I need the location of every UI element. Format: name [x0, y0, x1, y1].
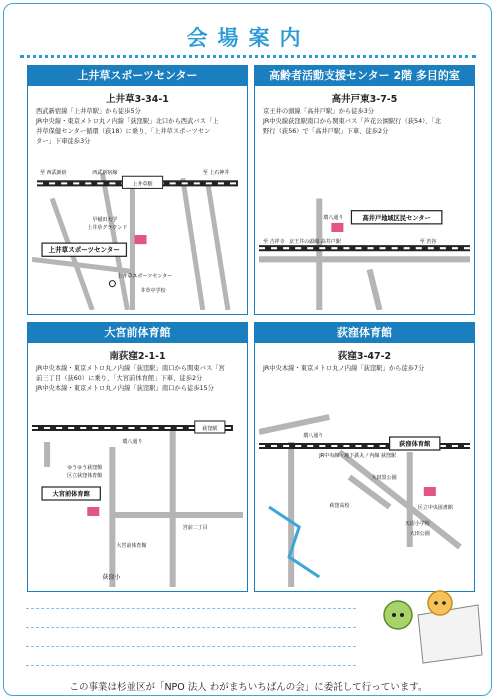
map-venue-label: 荻窪体育館: [399, 441, 431, 448]
map-landmark: 井草中学校: [140, 287, 166, 294]
footer-note: この事業は杉並区が「NPO 法人 わがまちいちばんの会」に委託して行っています。: [69, 682, 428, 693]
venue-card-omiyamae: [27, 322, 248, 592]
directions-line: 野行（荻56）で「高井戸駅」下車、徒歩2分: [263, 128, 389, 135]
map-landmark: 大田公園: [409, 531, 430, 537]
venue-address: 上井草3-34-1: [106, 94, 169, 105]
directions-line: JR中央線荻窪駅南口から関東バス「芦花公園駅行（荻54）、「北: [263, 118, 441, 125]
map-direction-label: 至 西武新宿: [40, 170, 67, 177]
venue-card-kamiigusa: [27, 65, 248, 315]
map-landmark: 宮前二丁目: [182, 525, 208, 531]
map-landmark: 区立荻窪体育館: [67, 473, 103, 479]
map-landmark: 荻窪小: [102, 574, 121, 581]
venue-name: 大宮前体育館: [28, 323, 247, 343]
map-rail-label: 京王井の頭線 高井戸駅: [289, 239, 341, 246]
directions-line: JR中央線・東京メトロ丸ノ内線「荻窪駅」北口から西武バス「上: [36, 118, 219, 125]
memo-lines: [26, 608, 356, 684]
map-venue-label: 上井草スポーツセンター: [48, 246, 120, 255]
directions-line: 井草保健センター循環（荻18）に乗り、「上井草スポーツセン: [36, 128, 211, 135]
venue-address: 荻窪3-47-2: [337, 351, 392, 362]
map-landmark: ゆうゆう荻窪館: [67, 465, 103, 471]
venue-name: 高齢者活動支援センター 2階 多目的室: [255, 66, 474, 86]
map-landmark: 上井草グラウンド: [87, 224, 128, 231]
page-title: 会場案内: [186, 26, 311, 50]
map-landmark: 区立中央図書館: [417, 505, 453, 511]
venue-name: 上井草スポーツセンター: [28, 66, 247, 86]
venue-address: 南荻窪2-1-1: [109, 351, 166, 362]
directions-line: 西武新宿線「上井草駅」から徒歩5分: [36, 108, 141, 115]
venue-name: 荻窪体育館: [255, 323, 474, 343]
map-station-label: 上井草駅: [132, 181, 153, 188]
map-landmark: 大田黒公園: [371, 475, 397, 481]
map-venue-label: 大宮前体育館: [52, 491, 90, 498]
directions-line: JR中央本線・東京メトロ丸ノ内線「荻窪駅」南口から徒歩15分: [36, 385, 214, 392]
map-road-label: 環八通り: [122, 439, 143, 445]
map-rail-label: 西武新宿線: [92, 170, 118, 177]
venue-directions: [28, 105, 247, 147]
venue-map: [259, 407, 470, 587]
venue-card-ogikubo: [254, 322, 475, 592]
directions-line: JR中央本線・東京メトロ丸ノ内線「荻窪駅」南口から関東バス「宮: [36, 365, 225, 372]
map-station-label: 荻窪駅: [202, 426, 218, 432]
map-landmark: 荻窪高校: [329, 503, 350, 509]
venue-map: [32, 158, 243, 310]
map-direction-label: 至 上石神井: [202, 170, 230, 177]
directions-line: 京王井の頭線「高井戸駅」から徒歩3分: [263, 108, 375, 115]
venue-directions: [255, 362, 474, 374]
directions-line: 前三丁目（荻60）に乗り、「大宮前体育館」下車、徒歩2分: [36, 375, 203, 382]
venue-map: [32, 407, 243, 587]
venue-card-takaido: [254, 65, 475, 315]
mascot-illustration: [378, 585, 483, 665]
title-divider: [20, 55, 476, 58]
directions-line: ター」下車徒歩3分: [36, 138, 91, 145]
map-direction-label: 至 渋谷: [419, 239, 437, 246]
venue-directions: [28, 362, 247, 394]
map-landmark: 天沼小学校: [404, 521, 430, 527]
map-road-label: 環八通り: [303, 433, 324, 439]
map-landmark: 上井草スポーツセンター: [117, 273, 173, 280]
venue-address: 高井戸東3-7-5: [331, 94, 398, 105]
directions-line: JR中央本線・東京メトロ丸ノ内線「荻窪駅」から徒歩7分: [263, 365, 425, 372]
map-road-label: 環八通り: [323, 214, 344, 221]
venue-directions: [255, 105, 474, 137]
map-rail-label: JR中央線・地下鉄丸ノ内線 荻窪駅: [319, 453, 397, 459]
map-landmark: 大宮前体育館: [116, 543, 147, 549]
venue-map: [259, 158, 470, 310]
map-direction-label: 至 吉祥寺: [263, 239, 285, 246]
map-venue-label: 高井戸地域区民センター: [362, 214, 431, 222]
map-landmark: 早稲田大学: [92, 216, 118, 223]
